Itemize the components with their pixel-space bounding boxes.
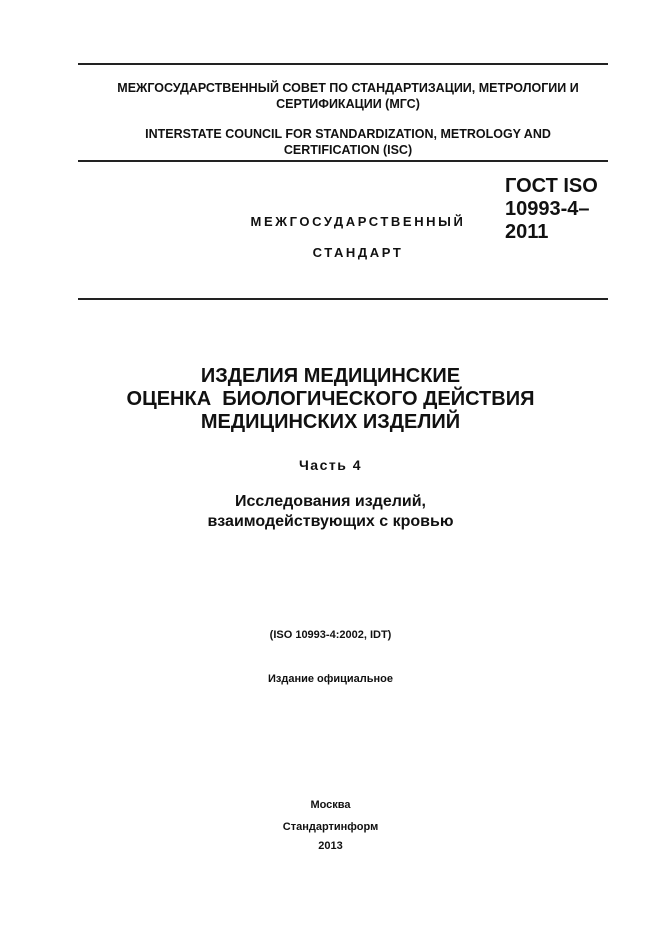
title-line-1: ИЗДЕЛИЯ МЕДИЦИНСКИЕ [200, 365, 461, 387]
standard-type [238, 206, 478, 268]
part-number: Часть 4 [298, 457, 363, 473]
council-ru-line-1: МЕЖГОСУДАРСТВЕННЫЙ СОВЕТ ПО СТАНДАРТИЗАЦИИ, МЕТРОЛОГИИ И [117, 81, 579, 95]
council-name-english [78, 126, 618, 158]
council-name-russian [78, 80, 618, 112]
standard-type-line-1: МЕЖГОСУДАРСТВЕННЫЙ [250, 214, 466, 229]
title-line-3: МЕДИЦИНСКИХ ИЗДЕЛИЙ [200, 411, 461, 433]
standard-type-line-2: СТАНДАРТ [312, 245, 404, 260]
publication-year: 2013 [318, 840, 343, 852]
document-subtitle [0, 492, 661, 532]
publication-city: Москва [310, 799, 351, 811]
title-divider [78, 298, 608, 300]
header-divider [78, 160, 608, 162]
standard-designation [505, 175, 625, 244]
iso-reference: (ISO 10993-4:2002, IDT) [269, 629, 392, 641]
edition-note: Издание официальное [267, 673, 394, 685]
council-en-line-1: INTERSTATE COUNCIL FOR STANDARDIZATION, METROLOGY AND [145, 127, 551, 141]
council-ru-line-2: СЕРТИФИКАЦИИ (МГС) [276, 97, 420, 111]
designation-line-1: ГОСТ ISO [505, 175, 598, 197]
designation-line-2: 10993-4– [505, 198, 590, 220]
designation-line-3: 2011 [505, 221, 549, 243]
title-line-2: ОЦЕНКА БИОЛОГИЧЕСКОГО ДЕЙСТВИЯ [126, 388, 535, 410]
subtitle-line-2: взаимодействующих с кровью [207, 513, 454, 530]
subtitle-line-1: Исследования изделий, [234, 493, 426, 510]
top-rule [78, 63, 608, 65]
document-title [0, 365, 661, 434]
publisher-name: Стандартинформ [282, 821, 379, 833]
council-en-line-2: CERTIFICATION (ISC) [283, 143, 413, 157]
